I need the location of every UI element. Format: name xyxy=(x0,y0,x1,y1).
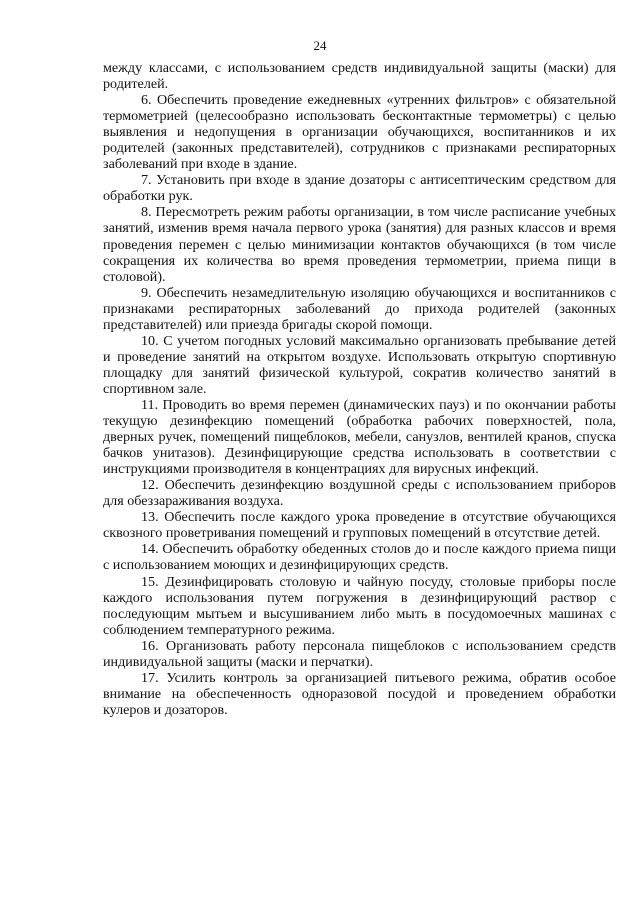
paragraph-item-6: 6. Обеспечить проведение ежедневных «утренних фильтров» с обязательной термометрией (целесообразно использовать бесконтактные термометры) с целью выявления и недопущения в организации обучающихся, воспитанников и их родителей (законных представителей), сотрудников с признаками респираторных заболеваний при входе в здание. xyxy=(103,92,616,173)
paragraph-item-13: 13. Обеспечить после каждого урока проведение в отсутствие обучающихся сквозного проветривания помещений и групповых помещений в отсутствие детей. xyxy=(103,509,616,542)
paragraph-item-17: 17. Усилить контроль за организацией питьевого режима, обратив особое внимание на обеспеченность одноразовой посудой и проведением обработки кулеров и дозаторов. xyxy=(103,669,616,718)
paragraph-continuation: между классами, с использованием средств индивидуальной защиты (маски) для родителей. xyxy=(103,60,616,93)
paragraph-item-14: 14. Обеспечить обработку обеденных столов до и после каждого приема пищи с использованием моющих и дезинфицирующих средств. xyxy=(103,541,616,574)
paragraph-item-16: 16. Организовать работу персонала пищеблоков с использованием средств индивидуальной защиты (маски и перчатки). xyxy=(103,637,616,670)
paragraph-item-11: 11. Проводить во время перемен (динамических пауз) и по окончании работы текущую дезинфекцию помещений (обработка рабочих поверхностей, пола, дверных ручек, помещений пищеблоков, мебели, санузлов, вентилей кранов, спуска бачков унитазов). Дезинфицирующие средства использовать в соответствии с инструкциями производителя в концентрациях для вирусных инфекций. xyxy=(103,396,616,478)
paragraph-item-7: 7. Установить при входе в здание дозаторы с антисептическим средством для обработки рук. xyxy=(103,172,616,205)
paragraph-item-8: 8. Пересмотреть режим работы организации, в том числе расписание учебных занятий, изменив время начала первого урока (занятия) для разных классов и время проведения перемен с целью минимизации контактов обучающихся (в том числе сокращения их количества во время проведения термометрии, приема пищи в столовой). xyxy=(103,204,616,285)
paragraph-item-15: 15. Дезинфицировать столовую и чайную посуду, столовые приборы после каждого использования путем погружения в дезинфицирующий раствор с последующим мытьем и высушиванием либо мыть в посудомоечных машинах с соблюдением температурного режима. xyxy=(103,573,616,638)
paragraph-item-12: 12. Обеспечить дезинфекцию воздушной среды с использованием приборов для обеззараживания воздуха. xyxy=(103,477,616,510)
paragraph-item-9: 9. Обеспечить незамедлительную изоляцию обучающихся и воспитанников с признаками респираторных заболеваний до прихода родителей (законных представителей) или приезда бригады скорой помощи. xyxy=(103,284,616,333)
paragraph-item-10: 10. С учетом погодных условий максимально организовать пребывание детей и проведение занятий на открытом воздухе. Использовать открытую спортивную площадку для занятий физической культурой, сократив количество занятий в спортивном зале. xyxy=(103,332,616,397)
page-number: 24 xyxy=(313,38,327,53)
document-body xyxy=(103,60,616,718)
